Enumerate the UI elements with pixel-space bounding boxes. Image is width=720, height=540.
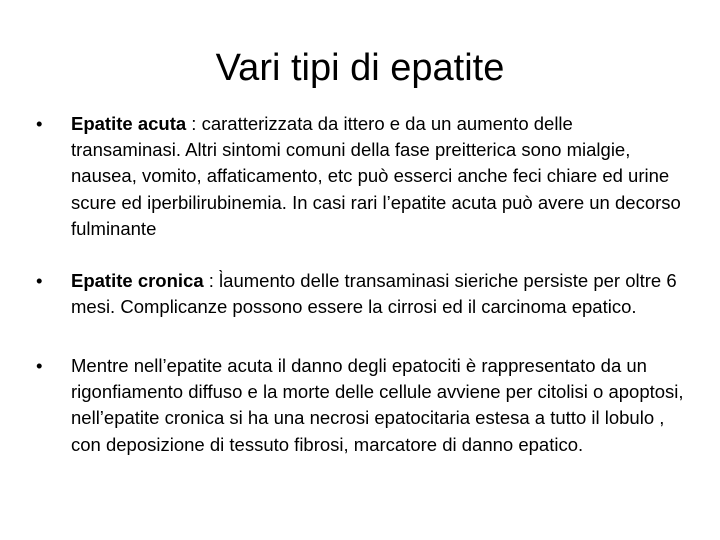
bullet-item-epatite-cronica (36, 268, 686, 353)
bullet-item-epatite-acuta (36, 111, 686, 268)
bullet-text: : l̀aumento delle transaminasi sieriche persiste per oltre 6 mesi. Complicanze possono essere la cirrosi ed il carcinoma epatico. (71, 270, 677, 318)
bullet-text: Mentre nell’epatite acuta il danno degli epatociti è rappresentato da un rigonfiamento diffuso e la morte delle cellule avviene per citolisi o apoptosi, nell’epatite cronica si ha una necrosi epatocitaria estesa a tutto il lobulo , con deposizione di tessuto fibrosi, marcatore di danno epatico. (71, 355, 684, 455)
slide-title: Vari tipi di epatite (215, 47, 505, 89)
bullet-item-danno-epatociti (36, 353, 686, 458)
bullet-term: Epatite acuta (71, 113, 187, 134)
bullet-icon: • (36, 355, 43, 376)
bullet-icon: • (36, 113, 43, 134)
bullet-text: : caratterizzata da ittero e da un aumento delle transaminasi. Altri sintomi comuni della fase preitterica sono mialgie, nausea, vomito, affaticamento, etc può esserci anche feci chiare ed urine scure ed iperbilirubinemia. In casi rari l’epatite acuta può avere un decorso fulminante (71, 113, 681, 239)
bullet-icon: • (36, 270, 43, 291)
bullet-list (36, 111, 686, 458)
bullet-term: Epatite cronica (71, 270, 204, 291)
